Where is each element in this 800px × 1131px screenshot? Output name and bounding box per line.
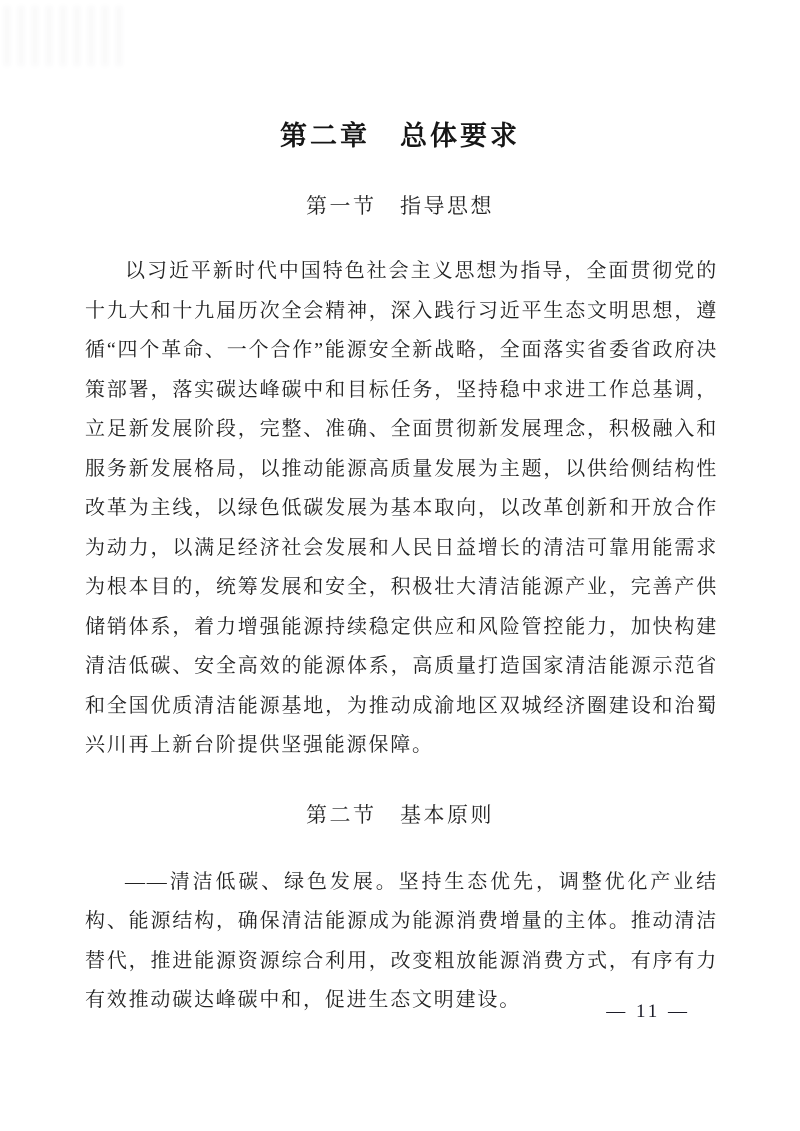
- paragraph-basic-principles-item1: ——清洁低碳、绿色发展。坚持生态优先，调整优化产业结构、能源结构，确保清洁能源成为能源消费增量的主体。推动清洁替代，推进能源资源综合利用，改变粗放能源消费方式，有序有力有效推动碳达峰碳中和，促进生态文明建设。: [85, 870, 718, 1011]
- chapter-title: 第二章 总体要求: [280, 121, 520, 151]
- paragraph-guiding-ideology: 以习近平新时代中国特色社会主义思想为指导，全面贯彻党的十九大和十九届历次全会精神，深入践行习近平生态文明思想，遵循“四个革命、一个合作”能源安全新战略，全面落实省委省政府决策部署，落实碳达峰碳中和目标任务，坚持稳中求进工作总基调，立足新发展阶段，完整、准确、全面贯彻新发展理念，积极融入和服务新发展格局，以推动能源高质量发展为主题，以供给侧结构性改革为主线，以绿色低碳发展为基本取向，以改革创新和开放合作为动力，以满足经济社会发展和人民日益增长的清洁可靠用能需求为根本目的，统筹发展和安全，积极壮大清洁能源产业，完善产供储销体系，着力增强能源持续稳定供应和风险管控能力，加快构建清洁低碳、安全高效的能源体系，高质量打造国家清洁能源示范省和全国优质清洁能源基地，为推动成渝地区双城经济圈建设和治蜀兴川再上新台阶提供坚强能源保障。: [85, 260, 718, 756]
- section-title-guiding-ideology: 第一节 指导思想: [306, 194, 494, 218]
- page-number: — 11 —: [606, 1001, 690, 1022]
- section-title-basic-principles: 第二节 基本原则: [306, 802, 494, 827]
